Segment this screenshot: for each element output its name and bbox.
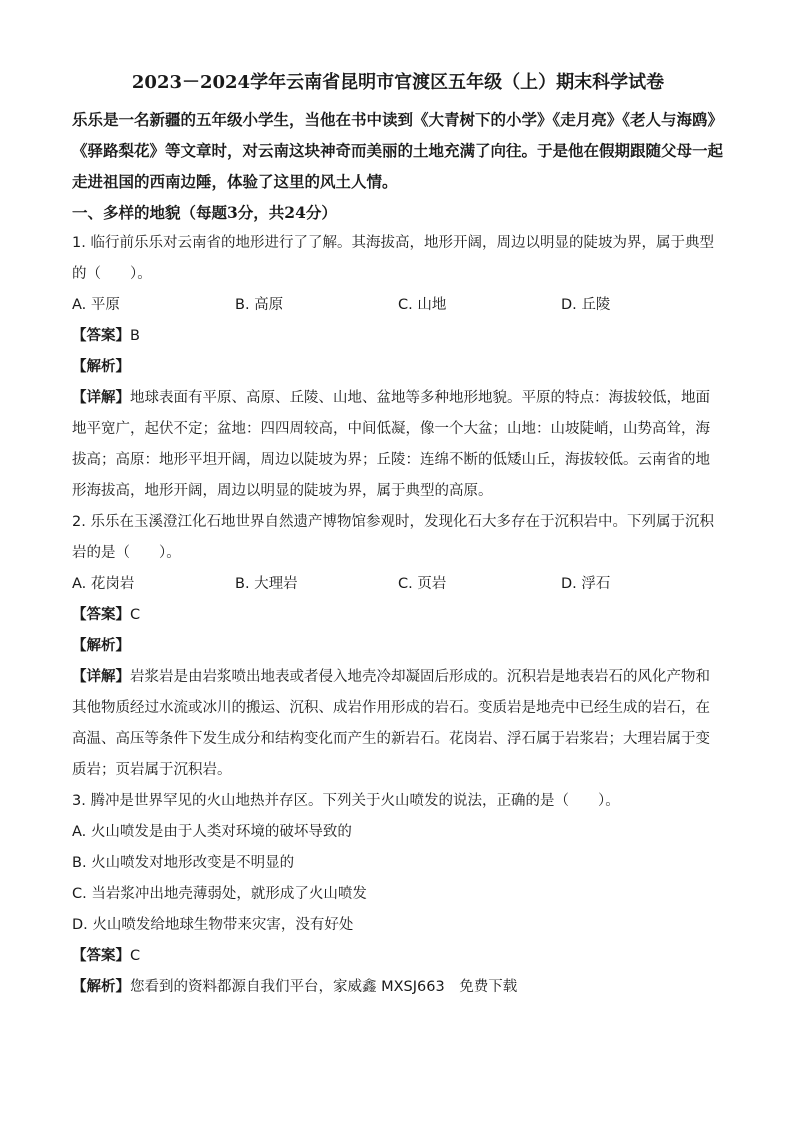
question-1-options bbox=[72, 290, 724, 321]
detail-text: 地球表面有平原、高原、丘陵、山地、盆地等多种地形地貌。平原的特点：海拔较低，地面地平宽广，起伏不定；盆地：四四周较高，中间低凝，像一个大盆；山地：山坡陡峭，山势高耸，海拔高；高原：地形平坦开阔，周边以陡坡为界；丘陵：连绵不断的低矮山丘，海拔较低。云南省的地形海拔高，地形开阔，周边以明显的陡坡为界，属于典型的高原。 bbox=[72, 390, 710, 499]
question-2-stem: 2. 乐乐在玉溪澄江化石地世界自然遗产博物馆参观时，发现化石大多存在于沉积岩中。下列属于沉积岩的是（ ）。 bbox=[72, 514, 714, 561]
intro-paragraph: 乐乐是一名新疆的五年级小学生，当他在书中读到《大青树下的小学》《走月亮》《老人与海鸥》《驿路梨花》等文章时，对云南这块神奇而美丽的土地充满了向往。于是他在假期跟随父母一起走进祖国的西南边陲，体验了这里的风土人情。 bbox=[72, 110, 724, 191]
question-2-option-d: D. 浮石 bbox=[561, 576, 611, 592]
question-1-analysis bbox=[72, 352, 724, 383]
question-3-option-b: B. 火山喷发对地形改变是不明显的 bbox=[72, 855, 295, 871]
question-1-stem: 1. 临行前乐乐对云南省的地形进行了了解。其海拔高，地形开阔，周边以明显的陡坡为界，属于典型的（ ）。 bbox=[72, 235, 714, 282]
question-1-option-b: B. 高原 bbox=[235, 297, 284, 313]
question-2-options bbox=[72, 569, 724, 600]
detail-text: 岩浆岩是由岩浆喷出地表或者侵入地壳冷却凝固后形成的。沉积岩是地表岩石的风化产物和其他物质经过水流或冰川的搬运、沉积、成岩作用形成的岩石。变质岩是地壳中已经生成的岩石，在高温、高压等条件下发生成分和结构变化而产生的新岩石。花岗岩、浮石属于岩浆岩；大理岩属于变质岩；页岩属于沉积岩。 bbox=[72, 669, 710, 778]
question-2-detail bbox=[72, 662, 724, 786]
question-3-stem: 3. 腾冲是世界罕见的火山地热并存区。下列关于火山喷发的说法，正确的是（ ）。 bbox=[72, 793, 620, 809]
analysis-tag: 【解析】 bbox=[72, 638, 130, 654]
answer-tag: 【答案】 bbox=[72, 328, 130, 344]
question-2-option-b: B. 大理岩 bbox=[235, 576, 298, 592]
question-1-answer bbox=[72, 321, 724, 352]
answer-tag: 【答案】 bbox=[72, 607, 130, 623]
question-3-analysis bbox=[72, 972, 724, 1003]
question-1-option-d: D. 丘陵 bbox=[561, 297, 611, 313]
question-3-answer bbox=[72, 941, 724, 972]
question-3-option-d: D. 火山喷发给地球生物带来灾害，没有好处 bbox=[72, 917, 354, 933]
exam-page bbox=[72, 70, 724, 1003]
question-1-option-c: C. 山地 bbox=[398, 297, 447, 313]
page-title: 2023－2024学年云南省昆明市官渡区五年级（上）期末科学试卷 bbox=[131, 72, 665, 93]
question-2-option-a: A. 花岗岩 bbox=[72, 576, 135, 592]
question-2-analysis bbox=[72, 631, 724, 662]
question-1-option-a: A. 平原 bbox=[72, 297, 120, 313]
question-1-detail bbox=[72, 383, 724, 507]
section-heading-1: 一、多样的地貌（每题3分，共24分） bbox=[72, 203, 337, 222]
question-3-option-c: C. 当岩浆冲出地壳薄弱处，就形成了火山喷发 bbox=[72, 886, 367, 902]
answer-value: C bbox=[130, 948, 141, 964]
detail-tag: 【详解】 bbox=[72, 390, 130, 406]
analysis-tag: 【解析】 bbox=[72, 359, 130, 375]
analysis-tag: 【解析】 bbox=[72, 979, 130, 995]
question-2-option-c: C. 页岩 bbox=[398, 576, 447, 592]
answer-value: C bbox=[130, 607, 141, 623]
answer-value: B bbox=[130, 328, 140, 344]
detail-tag: 【详解】 bbox=[72, 669, 130, 685]
analysis-text: 您看到的资料都源自我们平台，家威鑫 MXSJ663 免费下载 bbox=[130, 979, 518, 995]
answer-tag: 【答案】 bbox=[72, 948, 130, 964]
question-2-answer bbox=[72, 600, 724, 631]
question-3-option-a: A. 火山喷发是由于人类对环境的破坏导致的 bbox=[72, 824, 352, 840]
